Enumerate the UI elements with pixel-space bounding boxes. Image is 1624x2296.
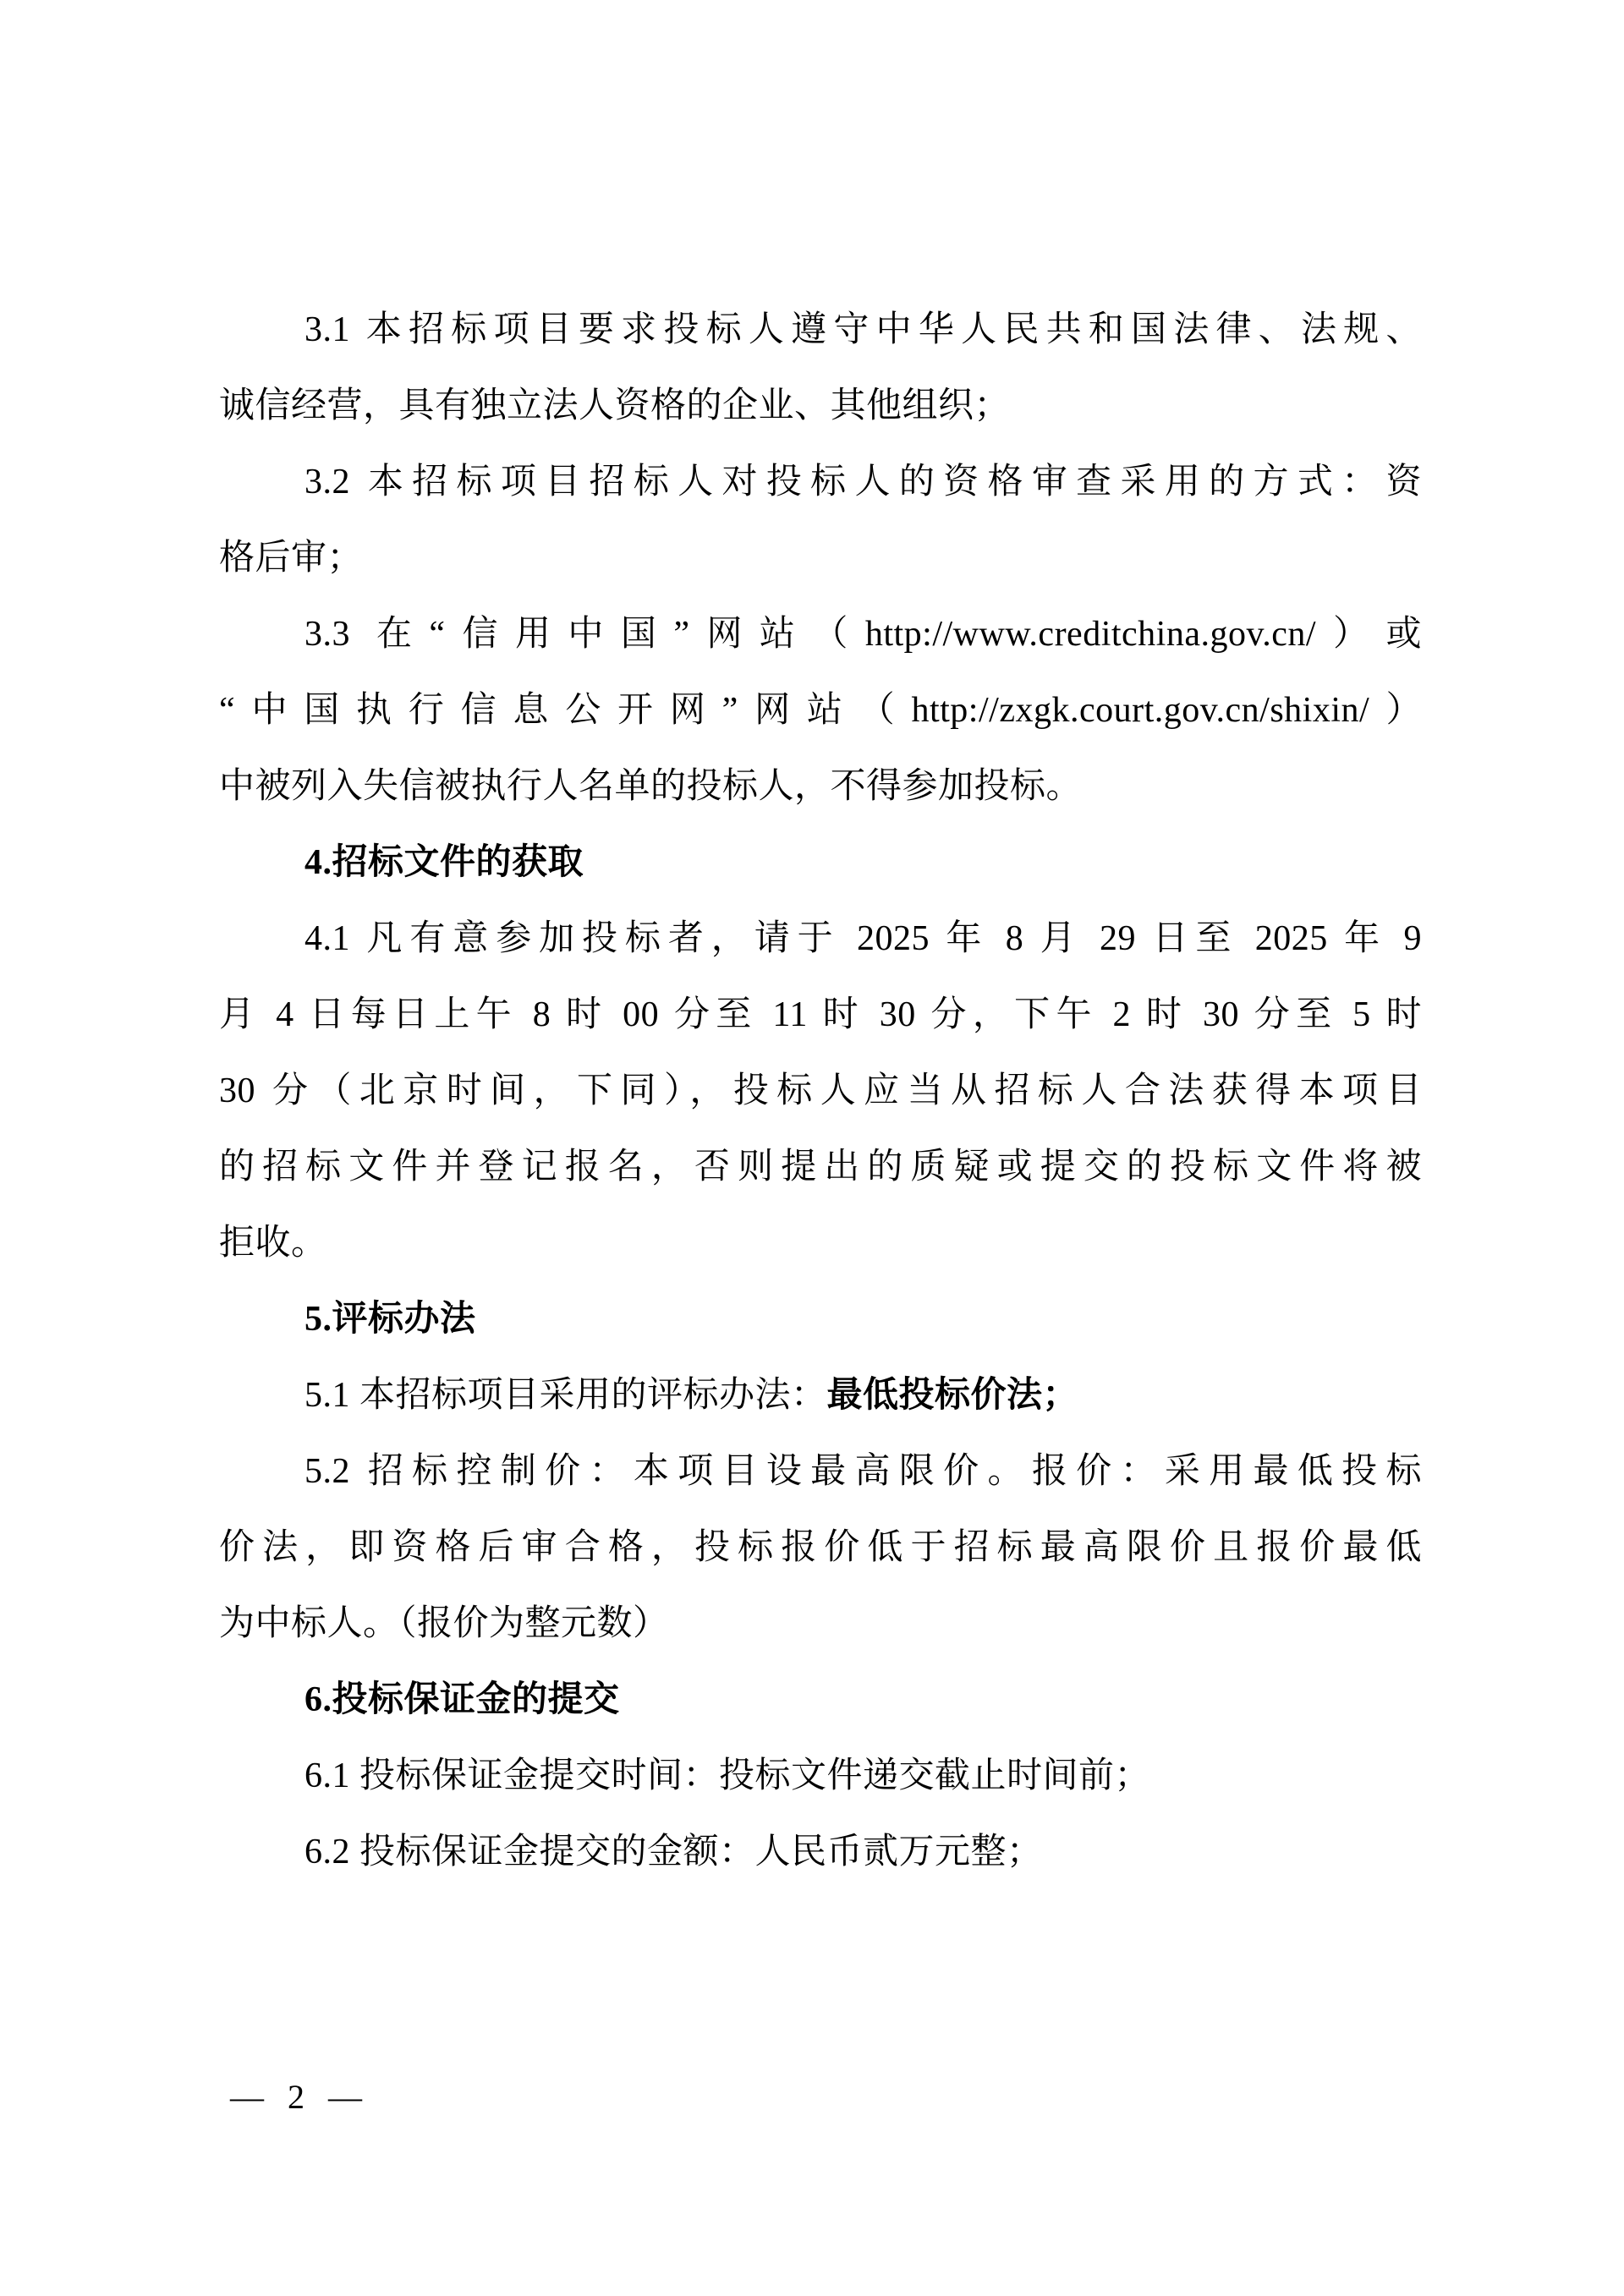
clause-4-1-line-4: 的招标文件并登记报名，否则提出的质疑或提交的投标文件将被 — [219, 1148, 1422, 1186]
clause-6-2-line-1: 6.2 投标保证金提交的金额：人民币贰万元整； — [304, 1833, 1043, 1871]
clause-3-2-line-1: 3.2 本招标项目招标人对投标人的资格审查采用的方式：资 — [304, 463, 1422, 501]
clause-4-1-line-5: 拒收。 — [219, 1224, 327, 1263]
clause-4-1-line-2: 月 4 日每日上午 8 时 00 分至 11 时 30 分，下午 2 时 30 分至 5 时 — [219, 995, 1422, 1034]
section-6-heading: 6.投标保证金的提交 — [304, 1680, 620, 1719]
clause-5-1-bold-text: 最低投标价法； — [826, 1376, 1079, 1415]
clause-3-3-line-2-url-zxgk-court: “中国执行信息公开网”网站（http://zxgk.court.gov.cn/shixin/） — [219, 691, 1422, 730]
section-5-heading: 5.评标办法 — [304, 1300, 476, 1339]
clause-5-2-line-1: 5.2 招标控制价：本项目设最高限价。报价：采用最低投标 — [304, 1452, 1422, 1491]
clause-3-1-line-1: 3.1 本招标项目要求投标人遵守中华人民共和国法律、法规、 — [304, 310, 1422, 349]
clause-4-1-line-1: 4.1 凡有意参加投标者，请于 2025 年 8 月 29 日至 2025 年 9 — [304, 919, 1422, 958]
document-text-block — [219, 292, 1422, 1890]
section-4-heading: 4.招标文件的获取 — [304, 843, 584, 882]
clause-3-2-line-2: 格后审； — [219, 539, 364, 578]
clause-5-2-line-2: 价法，即资格后审合格，投标报价低于招标最高限价且报价最低 — [219, 1528, 1422, 1567]
clause-3-3-line-3: 中被列入失信被执行人名单的投标人，不得参加投标。 — [219, 767, 1083, 806]
clause-5-1-line-1 — [219, 1357, 1422, 1433]
clause-4-1-line-3: 30 分（北京时间，下同），投标人应当从招标人合法获得本项目 — [219, 1071, 1422, 1110]
clause-6-1-line-1: 6.1 投标保证金提交时间：投标文件递交截止时间前； — [304, 1756, 1151, 1795]
clause-3-1-line-2: 诚信经营，具有独立法人资格的企业、其他组织； — [219, 386, 1011, 425]
page-footer — [230, 2072, 364, 2123]
page-number: — 2 — — [230, 2078, 364, 2116]
clause-3-3-line-1-url-creditchina: 3.3 在“信用中国”网站（http://www.creditchina.gov.cn/）或 — [304, 615, 1422, 654]
clause-5-1-text: 5.1 本招标项目采用的评标办法： — [304, 1376, 827, 1415]
clause-5-2-line-3: 为中标人。（报价为整元数） — [219, 1604, 669, 1643]
